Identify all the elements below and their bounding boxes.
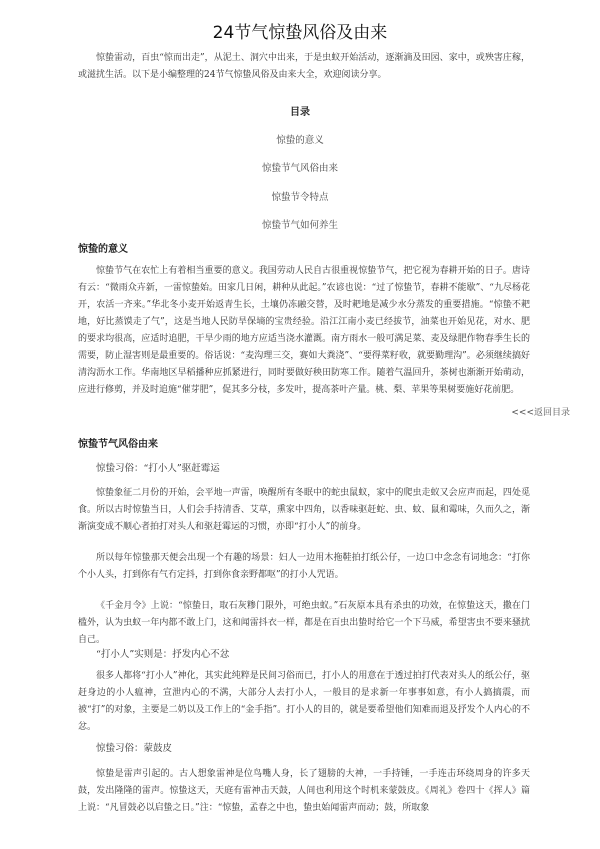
custom-paragraph-3: 《千金月令》上说：“惊蛰日，取石灰糁门限外，可绝虫蚁。”石灰原本具有杀虫的功效，在惊蛰这天，撒在门槛外，认为虫蚁一年内都不敢上门，这和闻雷抖衣一样，都是在百虫出蛰时给它一个下马威，希望害虫不要来骚扰自己。 (78, 601, 530, 645)
toc-item-meaning[interactable]: 惊蛰的意义 (276, 135, 324, 146)
back-to-toc-link[interactable]: <<<返回目录 (511, 408, 570, 418)
toc-heading: 目录 (290, 107, 310, 118)
section-heading-meaning: 惊蛰的意义 (78, 244, 128, 255)
custom-title-drum: 惊蛰习俗：蒙鼓皮 (96, 743, 173, 754)
custom-title-da-xiaoren: 惊蛰习俗：“打小人”驱赶霉运 (96, 463, 220, 474)
page-title: 24节气惊蛰风俗及由来 (212, 23, 388, 43)
section-heading-customs: 惊蛰节气风俗由来 (78, 439, 158, 450)
custom-paragraph-1: 惊蛰象征二月份的开始，会平地一声雷，唤醒所有冬眠中的蛇虫鼠蚁，家中的爬虫走蚁又会应声而起，四处觅食。所以古时惊蛰当日，人们会手持清香、艾草，熏家中四角，以香味驱赶蛇、虫、蚊、鼠和霉味，久而久之，渐渐演变成不顺心者拍打对头人和驱赶霉运的习惯，亦即“打小人”的前身。 (78, 488, 530, 532)
intro-paragraph: 惊蛰雷动，百虫“惊而出走”，从泥土、洞穴中出来，于是虫蚁开始活动，逐渐滴及田园、家中，或殃害庄稼，或滋扰生活。以下是小编整理的24节气惊蛰风俗及由来大全，欢迎阅读分享。 (78, 53, 530, 80)
custom-paragraph-2: 所以每年惊蛰那天便会出现一个有趣的场景：妇人一边用木拖鞋拍打纸公仔，一边口中念念有词地念：“打你个小人头，打到你有气冇定抖，打到你食亲野都呕”的打小人咒语。 (78, 553, 530, 580)
section-meaning-paragraph: 惊蛰节气在农忙上有着相当重要的意义。我国劳动人民自古很重视惊蛰节气，把它视为春耕开始的日子。唐诗有云：“微雨众卉新，一雷惊蛰始。田家几日闲，耕种从此起。”农谚也说：“过了惊蛰节，春耕不能歇”、“九尽杨花开，农活一齐来。”华北冬小麦开始返青生长，土壤仍冻融交替，及时耙地是减少水分蒸发的重要措施。“惊蛰不耙地，好比蒸馍走了气”，这是当地人民防旱保墒的宝贵经验。沿江江南小麦已经拔节，油菜也开始见花，对水、肥的要求均很高，应适时追肥，干旱少雨的地方应适当浇水灌溉。南方雨水一般可满足菜、麦及绿肥作物春季生长的需要，防止湿害则是最重要的。俗话说：“麦沟理三交，赛如大粪浇”、“要得菜籽收，就要勤理沟”。必须继续搞好清沟沥水工作。华南地区早稻播种应抓紧进行，同时要做好秧田防寒工作。随着气温回升，茶树也渐渐开始萌动，应进行修剪，并及时追施“催芽肥”，促其多分枝，多发叶，提高茶叶产量。桃、梨、苹果等果树要施好花前肥。 (78, 266, 530, 395)
toc-item-customs[interactable]: 惊蛰节气风俗由来 (261, 163, 338, 174)
custom-subtitle-vent: “打小人”实则是：抒发内心不忿 (96, 649, 230, 660)
custom-paragraph-5: 惊蛰是雷声引起的。古人想象雷神是位鸟嘴人身，长了翅膀的大神，一手持锤，一手连击环绕周身的许多天鼓，发出隆隆的雷声。惊蛰这天，天庭有雷神击天鼓，人间也利用这个时机来蒙鼓皮。《周礼》卷四十《挥人》篇上说：“凡冒鼓必以启蛰之日。”注：“惊蛰，孟春之中也，蛰虫始闻雷声而动；鼓，所取象 (78, 769, 530, 813)
toc-item-health[interactable]: 惊蛰节气如何养生 (261, 220, 338, 231)
toc-item-features[interactable]: 惊蛰节令特点 (271, 192, 329, 203)
custom-paragraph-4: 很多人都将“打小人”神化，其实此纯粹是民间习俗而已，打小人的用意在于透过拍打代表对头人的纸公仔，驱赶身边的小人瘟神，宣泄内心的不满，大部分人去打小人，一般目的是求新一年事事如意，有小人搞搞震，而被“打”的对象，主要是二奶以及工作上的“金手指”。打小人的目的，就是要希望他们知难而退及抒发个人内心的不忿。 (78, 671, 530, 732)
